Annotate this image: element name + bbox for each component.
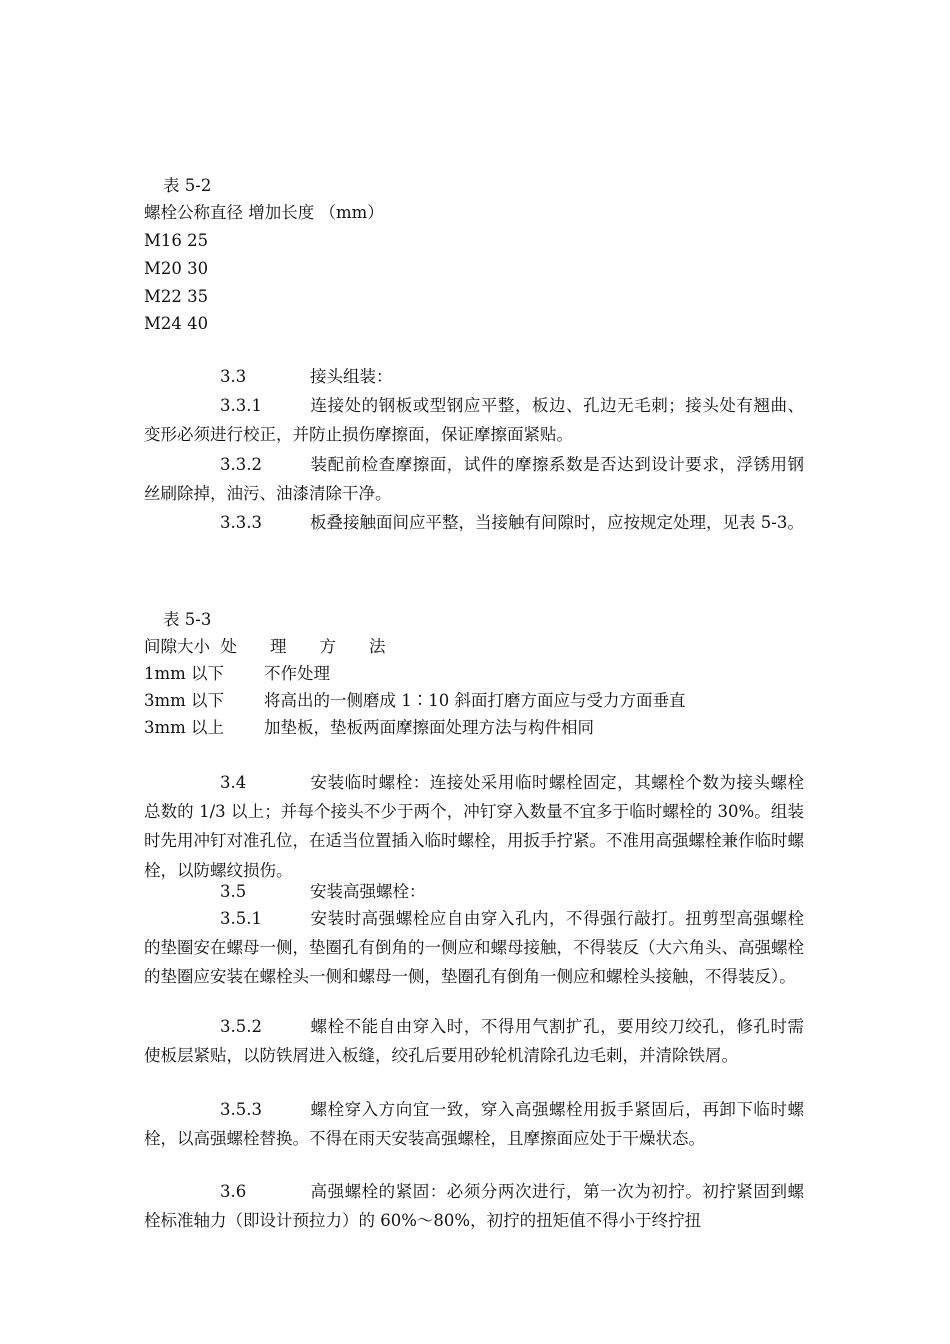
table-5-2-row: M22 35 — [144, 287, 209, 306]
section-text: 螺栓不能自由穿入时，不得用气割扩孔，要用绞刀绞孔，修孔时需使板层紧贴，以防铁屑进入板缝，绞孔后要用砂轮机清除孔边毛刺，并清除铁屑。 — [144, 1017, 804, 1066]
table-cell-gap: 3mm 以上 — [144, 718, 225, 737]
section-number: 3.4 — [220, 773, 247, 792]
table-5-3-row — [144, 687, 685, 715]
table-5-3-header — [144, 633, 386, 661]
section-3-3-3 — [144, 508, 804, 537]
section-text: 接头组装： — [310, 367, 393, 386]
table-header-gap-size: 间隙大小 — [144, 637, 210, 656]
table-cell-gap: 1mm 以下 — [144, 664, 225, 683]
table-cell-method: 不作处理 — [264, 664, 330, 683]
table-5-2-title: 表 5-2 — [163, 176, 212, 195]
section-text: 安装临时螺栓：连接处采用临时螺栓固定，其螺栓个数为接头螺栓总数的 1/3 以上；并每个接头不少于两个，冲钉穿入数量不宜多于临时螺栓的 30%。组装时先用冲钉对准孔位，在适当位置插入临时螺栓，用扳手拧紧。不准用高强螺栓兼作临时螺栓，以防螺纹损伤。 — [144, 773, 804, 880]
section-3-5 — [144, 877, 804, 906]
section-number: 3.5.1 — [220, 909, 262, 928]
table-cell-gap: 3mm 以下 — [144, 691, 225, 710]
section-3-5-2 — [144, 1012, 804, 1070]
section-3-4 — [144, 768, 804, 885]
table-5-2-row: M16 25 — [144, 231, 209, 250]
table-5-3-title: 表 5-3 — [163, 610, 212, 629]
table-cell-method: 将高出的一侧磨成 1∶10 斜面打磨方面应与受力方面垂直 — [264, 691, 686, 710]
section-text: 安装时高强螺栓应自由穿入孔内，不得强行敲打。扭剪型高强螺栓的垫圈安在螺母一侧，垫圈孔有倒角的一侧应和螺母接触，不得装反（大六角头、高强螺栓的垫圈应安装在螺栓头一侧和螺母一侧，垫圈孔有倒角一侧应和螺栓头接触，不得装反）。 — [144, 909, 804, 987]
section-number: 3.3.1 — [220, 396, 262, 415]
table-5-3-row — [144, 714, 594, 742]
section-number: 3.3 — [220, 367, 247, 386]
table-5-2-header: 螺栓公称直径 增加长度 （mm） — [144, 203, 384, 222]
section-number: 3.6 — [220, 1182, 247, 1201]
section-text: 螺栓穿入方向宜一致，穿入高强螺栓用扳手紧固后，再卸下临时螺栓，以高强螺栓替换。不得在雨天安装高强螺栓，且摩擦面应处于干燥状态。 — [144, 1100, 804, 1149]
section-text: 安装高强螺栓： — [310, 882, 426, 901]
section-text: 连接处的钢板或型钢应平整，板边、孔边无毛刺；接头处有翘曲、变形必须进行校正，并防止损伤摩擦面，保证摩擦面紧贴。 — [144, 396, 804, 445]
table-header-method: 处 理 方 法 — [220, 637, 386, 656]
section-number: 3.5.2 — [220, 1017, 262, 1036]
table-5-2-row: M20 30 — [144, 259, 209, 278]
section-number: 3.3.2 — [220, 455, 262, 474]
table-5-3-row — [144, 660, 330, 688]
section-number: 3.5 — [220, 882, 247, 901]
section-number: 3.5.3 — [220, 1100, 262, 1119]
section-3-5-3 — [144, 1095, 804, 1153]
section-3-3-1 — [144, 391, 804, 449]
section-text: 装配前检查摩擦面，试件的摩擦系数是否达到设计要求，浮锈用钢丝刷除掉，油污、油漆清除干净。 — [144, 455, 804, 504]
section-3-6 — [144, 1177, 804, 1235]
section-text: 高强螺栓的紧固：必须分两次进行，第一次为初拧。初拧紧固到螺栓标准轴力（即设计预拉力）的 60%～80%，初拧的扭矩值不得小于终拧扭 — [144, 1182, 804, 1231]
table-cell-method: 加垫板，垫板两面摩擦面处理方法与构件相同 — [264, 718, 594, 737]
section-3-3-2 — [144, 450, 804, 508]
section-3-3 — [144, 362, 804, 391]
section-text: 板叠接触面间应平整，当接触有间隙时，应按规定处理，见表 5-3。 — [310, 513, 804, 532]
section-3-5-1 — [144, 904, 804, 992]
section-number: 3.3.3 — [220, 513, 262, 532]
table-5-2-row: M24 40 — [144, 314, 209, 333]
